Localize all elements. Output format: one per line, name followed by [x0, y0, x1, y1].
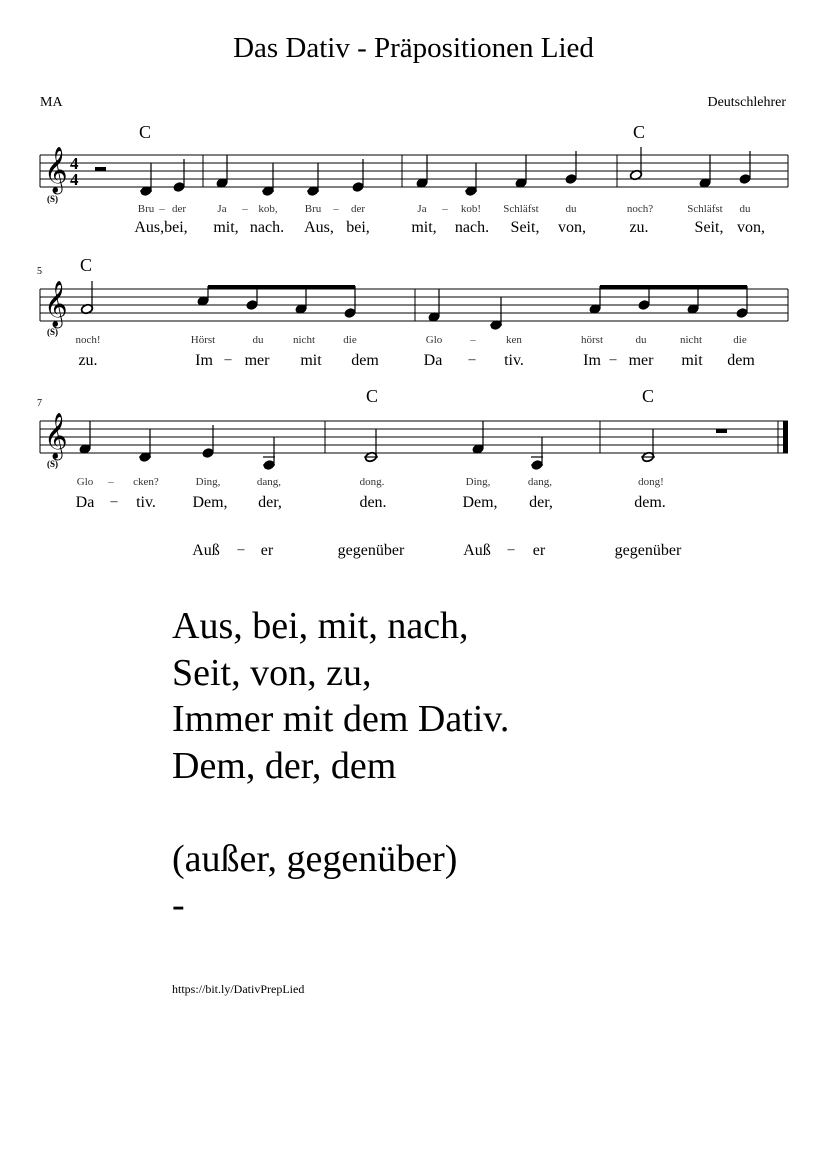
svg-text:(S): (S)	[47, 194, 58, 204]
final-barline	[783, 421, 788, 453]
lyric-syllable: Ding,	[465, 476, 491, 488]
lyric-word: mit,	[213, 219, 239, 236]
lyric-hyphen: –	[442, 203, 448, 215]
svg-text:(S): (S)	[47, 459, 58, 469]
lyric-syllable: der	[171, 203, 187, 215]
lyric-syllable: dong!	[638, 476, 664, 488]
lyric-hyphen: –	[333, 203, 339, 215]
lyric-word: Aus,	[304, 219, 334, 236]
lyric-syllable: die	[343, 334, 357, 346]
song-link[interactable]: https://bit.ly/DativPrepLied	[172, 982, 305, 996]
verse-text: Aus, bei, mit, nach, Seit, von, zu, Immer mit dem Dativ. Dem, der, dem (außer, gegenüber) -	[172, 605, 510, 926]
lyric-syllable: du	[252, 334, 264, 346]
lyric-syllable: Ding,	[195, 476, 221, 488]
lyric-hyphen: –	[224, 352, 232, 367]
lyric-word: nach.	[454, 219, 490, 236]
time-signature	[70, 154, 79, 189]
lyric-word: von,	[737, 219, 765, 236]
lyric-hyphen: –	[468, 352, 476, 367]
staff-system-2	[40, 289, 788, 321]
lyric-syllable: die	[733, 334, 747, 346]
lyric-word: mit	[300, 352, 322, 369]
lyric-word: Dem,	[462, 494, 498, 511]
lyric-word: zu.	[78, 352, 98, 369]
lyric-hyphen: –	[159, 203, 165, 215]
lyric-word: dem	[727, 352, 755, 369]
lyric-word: nach.	[249, 219, 285, 236]
measure-number: 7	[37, 398, 42, 409]
lyric-syllable: hörst	[581, 334, 603, 346]
notes-system-2	[80, 281, 748, 330]
staff-system-1	[40, 155, 788, 187]
lyric-syllable: ken	[506, 334, 522, 346]
lyric-syllable: Bru	[304, 203, 322, 215]
lyric-syllable: kob!	[460, 203, 482, 215]
lyric-word: mit	[681, 352, 703, 369]
lyric-hyphen: –	[110, 494, 118, 509]
lyric-hyphen: –	[609, 352, 617, 367]
lyric-syllable: der	[350, 203, 366, 215]
lyric-word: gegenüber	[614, 542, 682, 559]
lyric-syllable: Ja	[417, 203, 427, 215]
lyric-syllable: Im	[195, 352, 213, 369]
lyric-syllable: tiv.	[504, 352, 524, 369]
staff-system-3	[40, 421, 788, 453]
lyric-syllable: dang,	[527, 476, 553, 488]
lyric-hyphen: –	[108, 476, 114, 488]
song-title: Das Dativ - Präpositionen Lied	[233, 32, 594, 64]
lyric-word: Aus,bei,	[134, 219, 188, 236]
lyric-syllable: noch?	[626, 203, 654, 215]
lyric-syllable: Da	[75, 494, 95, 511]
lyric-word: von,	[558, 219, 586, 236]
lyric-hyphen: –	[470, 334, 476, 346]
chord-symbol: C	[633, 122, 646, 142]
svg-text:𝄞: 𝄞	[44, 413, 68, 459]
svg-text:4: 4	[70, 154, 79, 173]
lyric-word: zu.	[629, 219, 649, 236]
lyric-syllable: dang,	[256, 476, 282, 488]
lyric-word: der,	[258, 494, 282, 511]
lyric-syllable: kob,	[258, 203, 278, 215]
lyric-hyphen: –	[242, 203, 248, 215]
lyric-syllable: du	[565, 203, 577, 215]
lyric-syllable: er	[532, 542, 546, 559]
lyric-syllable: Glo	[76, 476, 94, 488]
lyric-word: Seit,	[694, 219, 724, 236]
lyric-word: bei,	[346, 219, 370, 236]
lyric-word: dem	[351, 352, 379, 369]
chord-symbol: C	[366, 386, 379, 406]
chord-symbol: C	[80, 255, 93, 275]
lyric-syllable: du	[635, 334, 647, 346]
svg-text:𝄞: 𝄞	[44, 147, 68, 193]
arranger-credit: MA	[40, 95, 63, 110]
svg-text:𝄞: 𝄞	[44, 281, 68, 327]
lyric-word: dem.	[634, 494, 666, 511]
notes-system-1	[140, 147, 751, 196]
lyric-word: Dem,	[192, 494, 228, 511]
lyric-syllable: du	[739, 203, 751, 215]
lyric-word: gegenüber	[337, 542, 405, 559]
lyric-hyphen: –	[507, 542, 515, 557]
composer-credit: Deutschlehrer	[707, 95, 786, 110]
lyric-word: mit,	[411, 219, 437, 236]
lyric-hyphen: –	[237, 542, 245, 557]
chord-symbol: C	[139, 122, 152, 142]
lyric-syllable: Glo	[425, 334, 443, 346]
lyric-syllable: Schläfst	[687, 203, 723, 215]
lyric-syllable: nicht	[680, 334, 702, 346]
lyric-syllable: mer	[244, 352, 270, 369]
lyric-syllable: noch!	[75, 334, 101, 346]
lyric-syllable: mer	[628, 352, 654, 369]
lyric-syllable: Da	[423, 352, 443, 369]
lyric-syllable: er	[260, 542, 274, 559]
measure-number: 5	[37, 266, 42, 277]
lyric-syllable: Bru	[137, 203, 155, 215]
lyric-syllable: Auß	[192, 542, 220, 559]
chord-symbol: C	[642, 386, 655, 406]
lyric-syllable: tiv.	[136, 494, 156, 511]
notes-system-3	[79, 421, 655, 470]
lyric-syllable: cken?	[133, 476, 159, 488]
lyric-word: den.	[359, 494, 387, 511]
lyric-word: Seit,	[510, 219, 540, 236]
lyric-syllable: Ja	[217, 203, 227, 215]
lyric-syllable: Schläfst	[503, 203, 539, 215]
lyric-syllable: Hörst	[190, 334, 216, 346]
lyric-syllable: Auß	[463, 542, 491, 559]
svg-text:(S): (S)	[47, 327, 58, 337]
svg-text:4: 4	[70, 170, 79, 189]
lyric-syllable: nicht	[293, 334, 315, 346]
lyric-syllable: dong.	[359, 476, 385, 488]
lyric-syllable: Im	[583, 352, 601, 369]
lyric-word: der,	[529, 494, 553, 511]
